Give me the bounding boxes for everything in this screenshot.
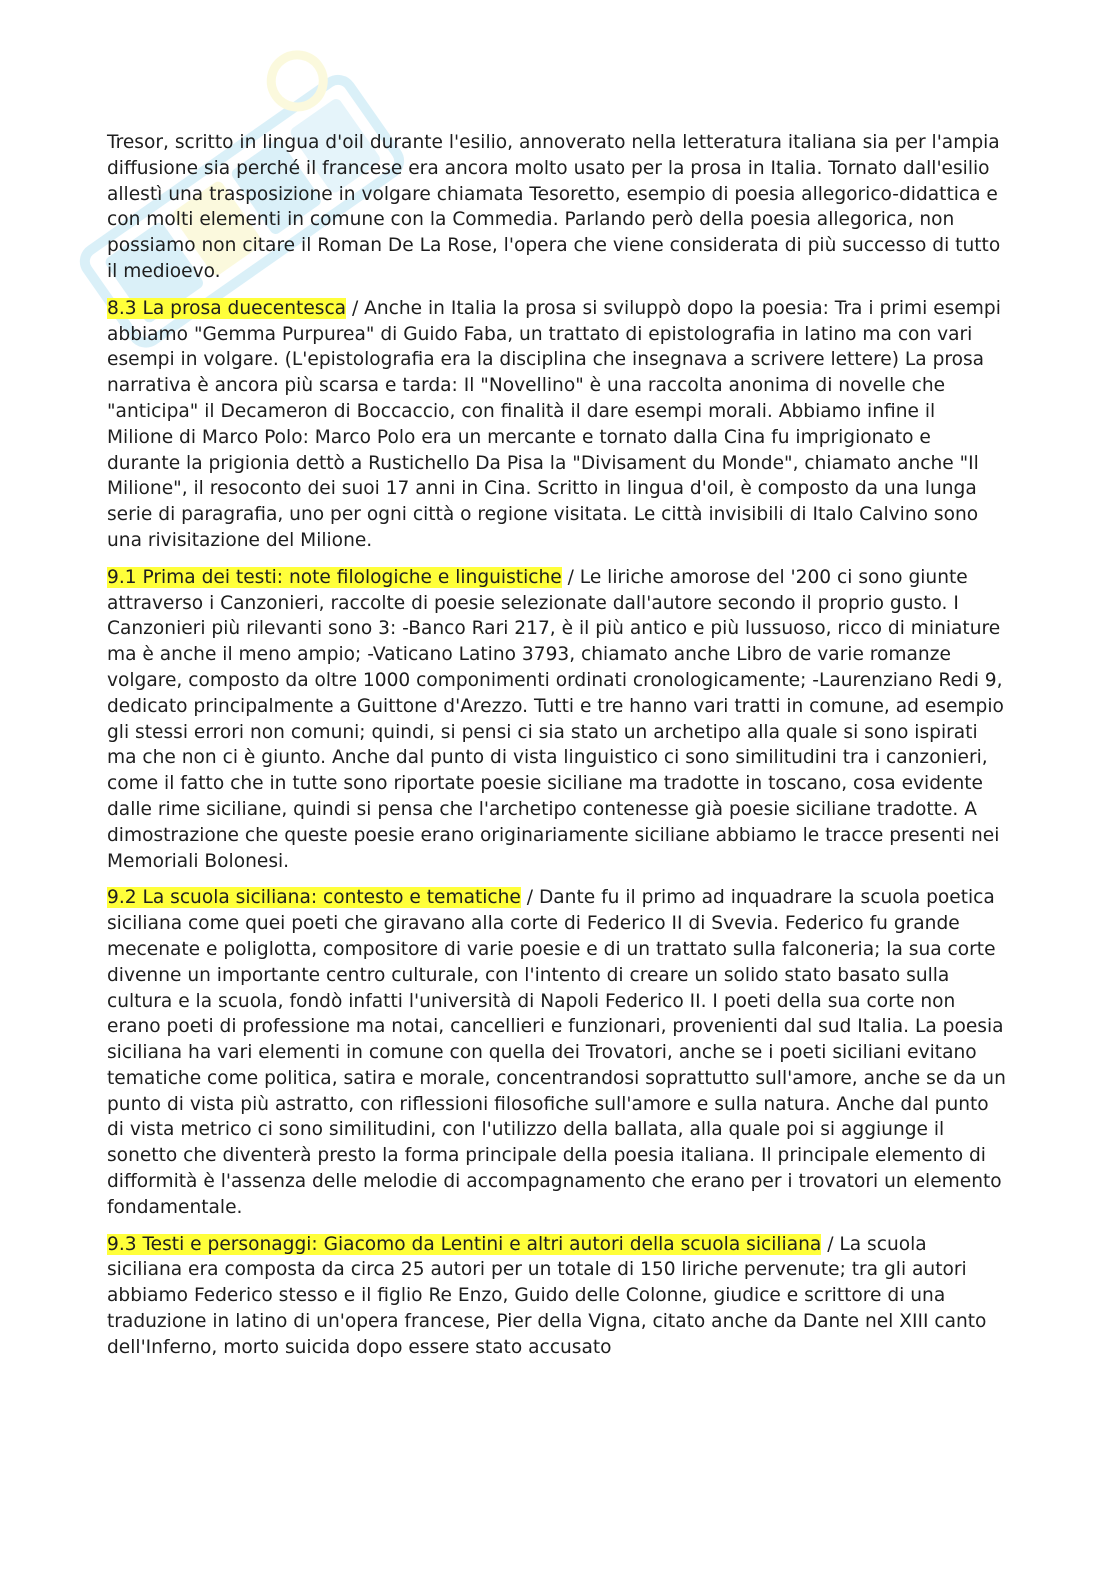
section-heading: 9.1 Prima dei testi: note filologiche e linguistiche [107, 566, 562, 588]
paragraph-prosa-duecentesca [107, 296, 1007, 554]
paragraph-body: / La scuola siciliana era composta da circa 25 autori per un totale di 150 liriche pervenute; tra gli autori abbiamo Federico stesso e il figlio Re Enzo, Guido delle Colonne, giudice e scrittore di una traduzione in latino di un'opera francese, Pier della Vigna, citato anche da Dante nel XIII canto dell'Inferno, morto suicida dopo essere stato accusato [107, 1233, 987, 1358]
section-heading: 8.3 La prosa duecentesca [107, 297, 347, 319]
paragraph-continuation [107, 130, 1007, 285]
paragraph-body: / Le liriche amorose del '200 ci sono giunte attraverso i Canzonieri, raccolte di poesie selezionate dall'autore secondo il proprio gusto. I Canzonieri più rilevanti sono 3: -Banco Rari 217, è il più antico e più lussuoso, ricco di miniature ma è anche il meno ampio; -Vaticano Latino 3793, chiamato anche Libro de varie romanze volgare, composto da oltre 1000 componimenti ordinati cronologicamente; -Laurenziano Redi 9, dedicato principalmente a Guittone d'Arezzo. Tutti e tre hanno vari tratti in comune, ad esempio gli stessi errori non comuni; quindi, si pensi ci sia stato un archetipo alla quale si sono ispirati ma che non ci è giunto. Anche dal punto di vista linguistico ci sono similitudini tra i canzonieri, come il fatto che in tutte sono riportate poesie siciliane ma tradotte in toscano, cosa evidente dalle rime siciliane, quindi si pensa che l'archetipo contenesse già poesie siciliane tradotte. A dimostrazione che queste poesie erano originariamente siciliane abbiamo le tracce presenti nei Memoriali Bolonesi. [107, 566, 1004, 872]
section-heading: 9.2 La scuola siciliana: contesto e tematiche [107, 887, 521, 909]
paragraph-body: Tresor, scritto in lingua d'oil durante l'esilio, annoverato nella letteratura italiana sia per l'ampia diffusione sia perché il francese era ancora molto usato per la prosa in Italia. Tornato dall'esilio allestì una trasposizione in volgare chiamata Tesoretto, esempio di poesia allegorico-didattica e con molti elementi in comune con la Commedia. Parlando però della poesia allegorica, non possiamo non citare il Roman De La Rose, l'opera che viene considerata di più successo di tutto il medioevo. [107, 132, 1001, 282]
document-page [107, 130, 1007, 1372]
paragraph-prima-dei-testi [107, 565, 1007, 875]
paragraph-scuola-siciliana [107, 885, 1007, 1220]
paragraph-body: / Dante fu il primo ad inquadrare la scuola poetica siciliana come quei poeti che giravano alla corte di Federico II di Svevia. Federico fu grande mecenate e poliglotta, compositore di varie poesie e di un trattato sulla falconeria; la sua corte divenne un importante centro culturale, con l'intento di creare un solido stato basato sulla cultura e la scuola, fondò infatti l'università di Napoli Federico II. I poeti della sua corte non erano poeti di professione ma notai, cancellieri e funzionari, provenienti dal sud Italia. La poesia siciliana ha vari elementi in comune con quella dei Trovatori, anche se i poeti siciliani evitano tematiche come politica, satira e morale, concentrandosi soprattutto sull'amore, anche se da un punto di vista più astratto, con riflessioni filosofiche sull'amore e sulla natura. Anche dal punto di vista metrico ci sono similitudini, con l'utilizzo della ballata, alla quale poi si aggiunge il sonetto che diventerà presto la forma principale della poesia italiana. Il principale elemento di difformità è l'assenza delle melodie di accompagnamento che erano per i trovatori un elemento fondamentale. [107, 887, 1006, 1218]
section-heading: 9.3 Testi e personaggi: Giacomo da Lentini e altri autori della scuola siciliana [107, 1233, 822, 1255]
paragraph-testi-personaggi [107, 1232, 1007, 1361]
paragraph-body: / Anche in Italia la prosa si sviluppò dopo la poesia: Tra i primi esempi abbiamo "Gemma Purpurea" di Guido Faba, un trattato di epistolografia in latino ma con vari esempi in volgare. (L'epistolografia era la disciplina che insegnava a scrivere lettere) La prosa narrativa è ancora più scarsa e tarda: Il "Novellino" è una raccolta anonima di novelle che "anticipa" il Decameron di Boccaccio, con finalità il dare esempi morali. Abbiamo infine il Milione di Marco Polo: Marco Polo era un mercante e tornato dalla Cina fu imprigionato e durante la prigionia dettò a Rustichello Da Pisa la "Divisament du Monde", chiamato anche "Il Milione", il resoconto dei suoi 17 anni in Cina. Scritto in lingua d'oil, è composto da una lunga serie di paragrafia, uno per ogni città o regione visitata. Le città invisibili di Italo Calvino sono una rivisitazione del Milione. [107, 297, 1001, 551]
